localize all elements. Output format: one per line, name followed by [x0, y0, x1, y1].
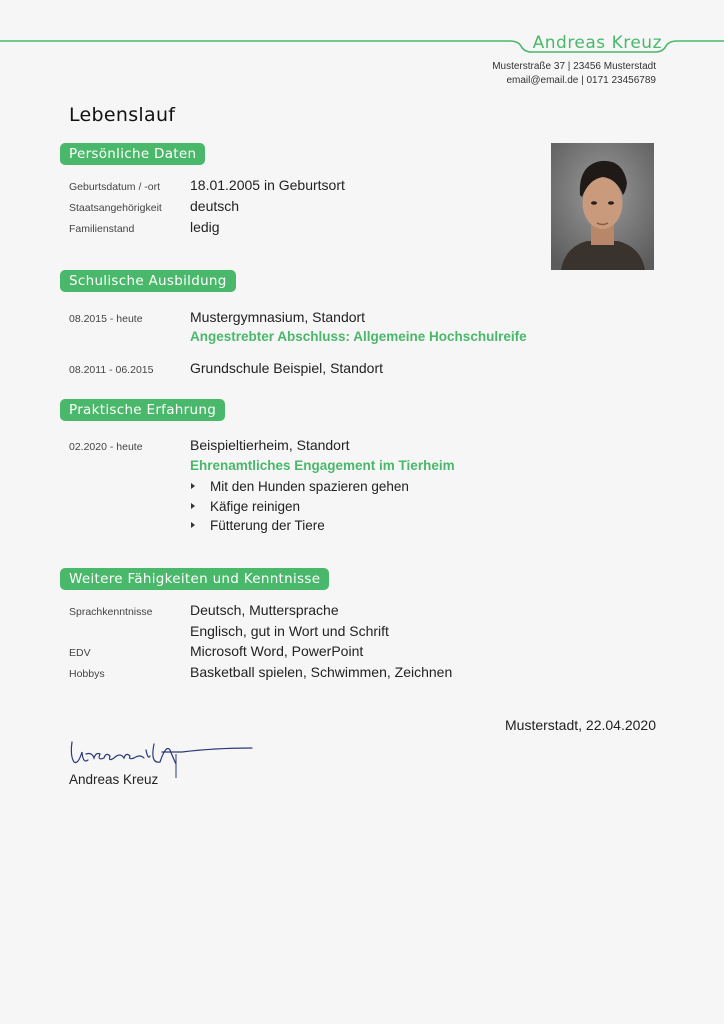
list-item — [191, 499, 300, 517]
entry-period: 02.2020 - heute — [69, 441, 143, 453]
section-school-heading: Schulische Ausbildung — [60, 270, 236, 292]
signer-name: Andreas Kreuz — [69, 772, 159, 787]
entry-period: 08.2015 - heute — [69, 313, 143, 325]
header-contact — [492, 60, 656, 88]
personal-row — [69, 219, 669, 239]
header-email-phone: email@email.de | 0171 23456789 — [506, 75, 656, 86]
row-value: Englisch, gut in Wort und Schrift — [190, 623, 389, 639]
entry-name: Mustergymnasium, Standort — [190, 309, 366, 325]
entry-name: Grundschule Beispiel, Standort — [190, 360, 383, 376]
section-personal-heading: Persönliche Daten — [60, 143, 205, 165]
personal-row — [69, 177, 669, 197]
row-label: Hobbys — [69, 668, 105, 680]
list-item — [191, 479, 409, 497]
section-experience-heading: Praktische Erfahrung — [60, 399, 225, 421]
school-entry — [69, 309, 669, 329]
entry-detail: Angestrebter Abschluss: Allgemeine Hochschulreife — [190, 329, 527, 344]
entry-period: 08.2011 - 06.2015 — [69, 364, 154, 376]
skills-row — [69, 602, 669, 622]
bullet-triangle-icon — [191, 483, 195, 489]
header-name: Andreas Kreuz — [532, 33, 662, 53]
row-value: Basketball spielen, Schwimmen, Zeichnen — [190, 664, 453, 680]
row-value: ledig — [190, 219, 220, 235]
bullet-triangle-icon — [191, 522, 195, 528]
bullet-triangle-icon — [191, 503, 195, 509]
list-item — [191, 518, 325, 536]
school-entry-detail — [69, 329, 669, 349]
row-value: Deutsch, Muttersprache — [190, 602, 339, 618]
row-label: Sprachkenntnisse — [69, 606, 153, 618]
skills-row — [69, 664, 669, 684]
personal-row — [69, 198, 669, 218]
row-label: Familienstand — [69, 223, 135, 235]
school-entry — [69, 360, 669, 380]
row-value: 18.01.2005 in Geburtsort — [190, 177, 345, 193]
entry-name: Beispieltierheim, Standort — [190, 437, 350, 453]
experience-entry — [69, 437, 669, 457]
section-skills-heading: Weitere Fähigkeiten und Kenntnisse — [60, 568, 329, 590]
row-label: Staatsangehörigkeit — [69, 202, 162, 214]
experience-entry-detail — [69, 458, 669, 478]
row-label: Geburtsdatum / -ort — [69, 181, 161, 193]
list-item-text: Käfige reinigen — [210, 499, 301, 514]
date-place: Musterstadt, 22.04.2020 — [505, 717, 656, 733]
list-item-text: Fütterung der Tiere — [210, 518, 325, 533]
entry-detail: Ehrenamtliches Engagement im Tierheim — [190, 458, 455, 473]
skills-row — [69, 643, 669, 663]
skills-row — [69, 623, 669, 643]
list-item-text: Mit den Hunden spazieren gehen — [210, 479, 409, 494]
page-title: Lebenslauf — [69, 104, 176, 126]
row-value: Microsoft Word, PowerPoint — [190, 643, 364, 659]
row-value: deutsch — [190, 198, 240, 214]
row-label: EDV — [69, 647, 91, 659]
header-address: Musterstraße 37 | 23456 Musterstadt — [492, 61, 656, 72]
